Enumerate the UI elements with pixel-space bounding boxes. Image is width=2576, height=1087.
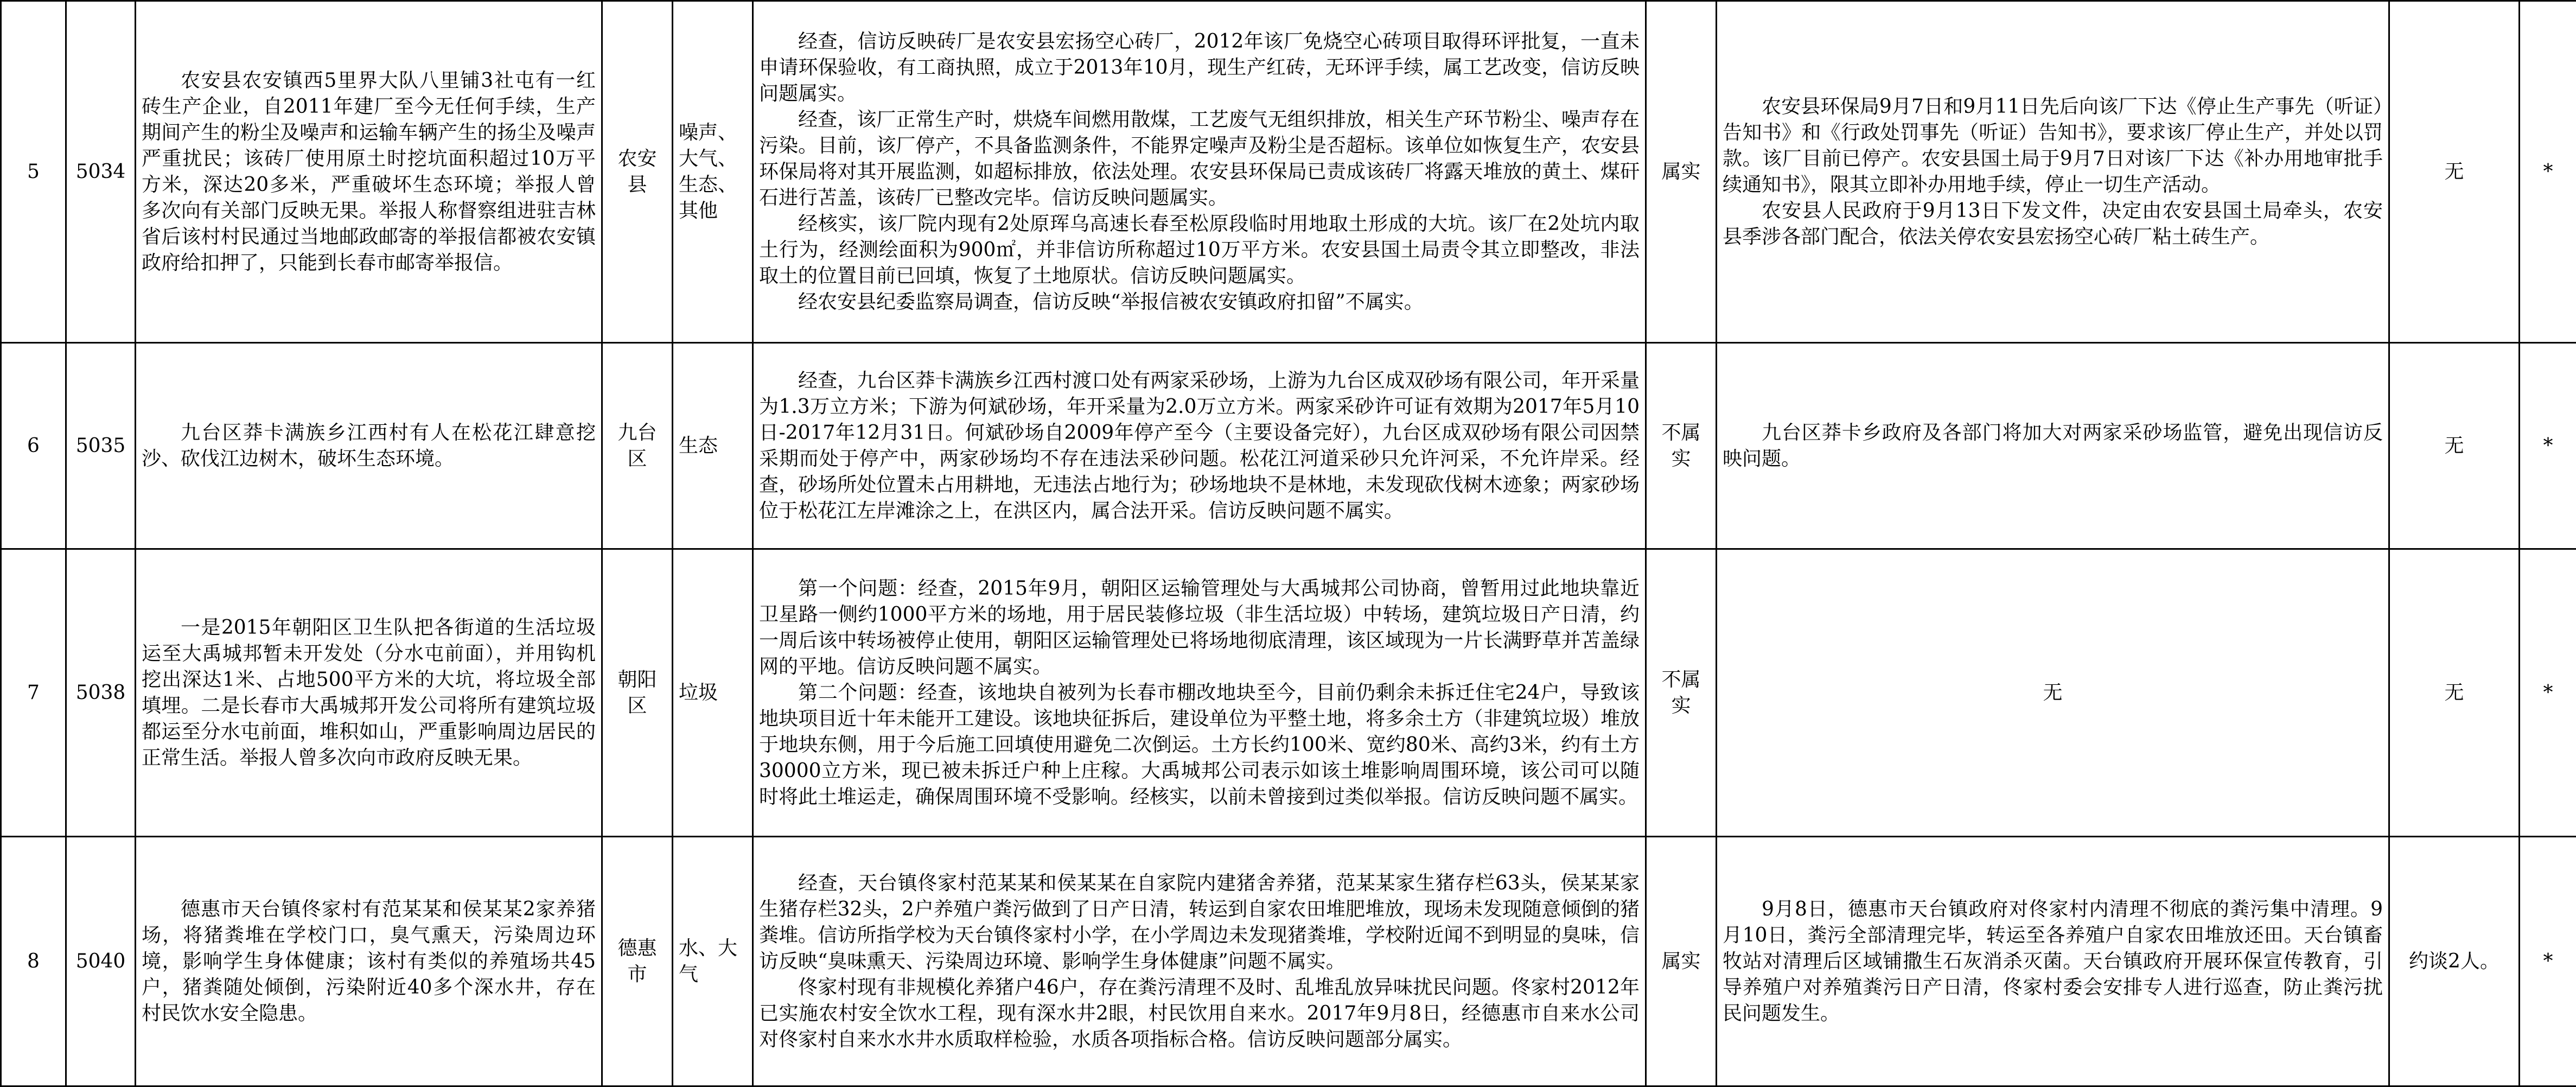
seq-cell: 7 [1,549,66,837]
findings-paragraph: 经查，该厂正常生产时，烘烧车间燃用散煤，工艺废气无组织排放，相关生产环节粉尘、噪声存在污染。目前，该厂停产，不具备监测条件，不能界定噪声及粉尘是否超标。该单位如恢复生产，农安县环保局将对其开展监测，如超标排放，依法处理。农安县环保局已责成该砖厂将露天堆放的黄土、煤矸石进行苫盖，该砖厂已整改完毕。信访反映问题属实。 [759,107,1640,211]
complaint-cell [136,837,602,1086]
complaint-cell [136,343,602,549]
findings-cell [753,549,1646,837]
mark-cell: * [2520,837,2576,1086]
complaint-text: 一是2015年朝阳区卫生队把各街道的生活垃圾运至大禹城邦暂未开发处（分水屯前面），并用钩机挖出深达1米、占地500平方米的大坑，将垃圾全部填埋。二是长春市大禹城邦开发公司将所有建筑垃圾都运至分水屯前面，堆积如山，严重影响周边居民的正常生活。举报人曾多次向市政府反映无果。 [142,615,596,771]
category-cell: 噪声、大气、生态、其他 [673,1,753,343]
table-row [1,837,2576,1086]
findings-paragraph: 经查，信访反映砖厂是农安县宏扬空心砖厂，2012年该厂免烧空心砖项目取得环评批复，一直未申请环保验收，有工商执照，成立于2013年10月，现生产红砖，无环评手续，属工艺改变，信访反映问题属实。 [759,29,1640,107]
handling-cell [1717,1,2389,343]
handling-paragraph: 九台区莽卡乡政府及各部门将加大对两家采砂场监管，避免出现信访反映问题。 [1723,420,2383,472]
findings-paragraph: 第二个问题：经查，该地块自被列为长春市棚改地块至今，目前仍剩余未拆迁住宅24户，导致该地块项目近十年未能开工建设。该地块征拆后，建设单位为平整土地，将多余土方（非建筑垃圾）堆放于地块东侧，用于今后施工回填使用避免二次倒运。土方长约100米、宽约80米、高约3米，约有土方30000立方米，现已被未拆迁户种上庄稼。大禹城邦公司表示如该土堆影响周围环境，该公司可以随时将此土堆运走，确保周围环境不受影响。经核实，以前未曾接到过类似举报。信访反映问题不属实。 [759,680,1640,810]
accountability-cell: 无 [2389,549,2520,837]
mark-cell: * [2520,343,2576,549]
findings-paragraph: 经农安县纪委监察局调查，信访反映“举报信被农安镇政府扣留”不属实。 [759,289,1640,315]
verdict-cell: 不属实 [1646,343,1717,549]
district-cell: 德惠市 [602,837,673,1086]
case-number-cell: 5038 [66,549,136,837]
table-row [1,549,2576,837]
complaint-text: 农安县农安镇西5里界大队八里铺3社屯有一红砖生产企业，自2011年建厂至今无任何手续，生产期间产生的粉尘及噪声和运输车辆产生的扬尘及噪声严重扰民；该砖厂使用原土时挖坑面积超过10万平方米，深达20多米，严重破坏生态环境；举报人曾多次向有关部门反映无果。举报人称督察组进驻吉林省后该村村民通过当地邮政邮寄的举报信都被农安镇政府给扣押了，只能到长春市邮寄举报信。 [142,68,596,276]
accountability-cell: 无 [2389,343,2520,549]
accountability-cell: 无 [2389,1,2520,343]
handling-cell [1717,549,2389,837]
handling-paragraph: 农安县人民政府于9月13日下发文件，决定由农安县国土局牵头，农安县季涉各部门配合，依法关停农安县宏扬空心砖厂粘土砖生产。 [1723,198,2383,250]
category-cell: 生态 [673,343,753,549]
handling-paragraph: 9月8日，德惠市天台镇政府对佟家村内清理不彻底的粪污集中清理。9月10日，粪污全部清理完毕，转运至各养殖户自家农田堆放还田。天台镇畜牧站对清理后区域铺撒生石灰消杀灭菌。天台镇政府开展环保宣传教育，引导养殖户对养殖粪污日产日清，佟家村委会安排专人进行巡查，防止粪污扰民问题发生。 [1723,897,2383,1027]
table-row [1,1,2576,343]
findings-cell [753,343,1646,549]
complaint-cell [136,1,602,343]
handling-cell [1717,837,2389,1086]
verdict-cell: 属实 [1646,837,1717,1086]
verdict-cell: 属实 [1646,1,1717,343]
district-cell: 朝阳区 [602,549,673,837]
handling-paragraph: 无 [2043,682,2062,704]
complaint-text: 德惠市天台镇佟家村有范某某和侯某某2家养猪场，将猪粪堆在学校门口，臭气熏天，污染周边环境，影响学生身体健康；该村有类似的养殖场共45户，猪粪随处倾倒，污染附近40多个深水井，存在村民饮水安全隐患。 [142,897,596,1027]
category-cell: 垃圾 [673,549,753,837]
case-number-cell: 5034 [66,1,136,343]
mark-cell: * [2520,549,2576,837]
findings-cell [753,837,1646,1086]
complaint-cell [136,549,602,837]
handling-cell [1717,343,2389,549]
findings-cell [753,1,1646,343]
district-cell: 九台区 [602,343,673,549]
seq-cell: 8 [1,837,66,1086]
district-cell: 农安县 [602,1,673,343]
category-cell: 水、大气 [673,837,753,1086]
findings-paragraph: 第一个问题：经查，2015年9月，朝阳区运输管理处与大禹城邦公司协商，曾暂用过此地块靠近卫星路一侧约1000平方米的场地，用于居民装修垃圾（非生活垃圾）中转场，建筑垃圾日产日清，约一周后该中转场被停止使用，朝阳区运输管理处已将场地彻底清理，该区域现为一片长满野草并苫盖绿网的平地。信访反映问题不属实。 [759,576,1640,680]
mark-cell: * [2520,1,2576,343]
findings-paragraph: 佟家村现有非规模化养猪户46户，存在粪污清理不及时、乱堆乱放异味扰民问题。佟家村2012年已实施农村安全饮水工程，现有深水井2眼，村民饮用自来水。2017年9月8日，经德惠市自来水公司对佟家村自来水水井水质取样检验，水质各项指标合格。信访反映问题部分属实。 [759,975,1640,1053]
case-number-cell: 5040 [66,837,136,1086]
case-number-cell: 5035 [66,343,136,549]
table-row [1,343,2576,549]
handling-paragraph: 农安县环保局9月7日和9月11日先后向该厂下达《停止生产事先（听证）告知书》和《行政处罚事先（听证）告知书》，要求该厂停止生产，并处以罚款。该厂目前已停产。农安县国土局于9月7日对该厂下达《补办用地审批手续通知书》，限其立即补办用地手续，停止一切生产活动。 [1723,94,2383,198]
seq-cell: 6 [1,343,66,549]
findings-paragraph: 经查，天台镇佟家村范某某和侯某某在自家院内建猪舍养猪，范某某家生猪存栏63头，侯某某家生猪存栏32头，2户养殖户粪污做到了日产日清，转运到自家农田堆肥堆放，现场未发现随意倾倒的猪粪堆。信访所指学校为天台镇佟家村小学，在小学周边未发现猪粪堆，学校附近闻不到明显的臭味，信访反映“臭味熏天、污染周边环境、影响学生身体健康”问题不属实。 [759,870,1640,975]
complaint-text: 九台区莽卡满族乡江西村有人在松花江肆意挖沙、砍伐江边树木，破坏生态环境。 [142,420,596,472]
accountability-cell: 约谈2人。 [2389,837,2520,1086]
seq-cell: 5 [1,1,66,343]
findings-paragraph: 经核实，该厂院内现有2处原珲乌高速长春至松原段临时用地取土形成的大坑。该厂在2处坑内取土行为，经测绘面积为900㎡，并非信访所称超过10万平方米。农安县国土局责令其立即整改，非法取土的位置目前已回填，恢复了土地原状。信访反映问题属实。 [759,211,1640,289]
verdict-cell: 不属实 [1646,549,1717,837]
findings-paragraph: 经查，九台区莽卡满族乡江西村渡口处有两家采砂场，上游为九台区成双砂场有限公司，年开采量为1.3万立方米；下游为何斌砂场，年开采量为2.0万立方米。两家采砂许可证有效期为2017年5月10日-2017年12月31日。何斌砂场自2009年停产至今（主要设备完好），九台区成双砂场有限公司因禁采期而处于停产中，两家砂场均不存在违法采砂问题。松花江河道采砂只允许河采，不允许岸采。经查，砂场所处位置未占用耕地，无违法占地行为；砂场地块不是林地，未发现砍伐树木迹象；两家砂场位于松花江左岸滩涂之上，在洪区内，属合法开采。信访反映问题不属实。 [759,368,1640,524]
